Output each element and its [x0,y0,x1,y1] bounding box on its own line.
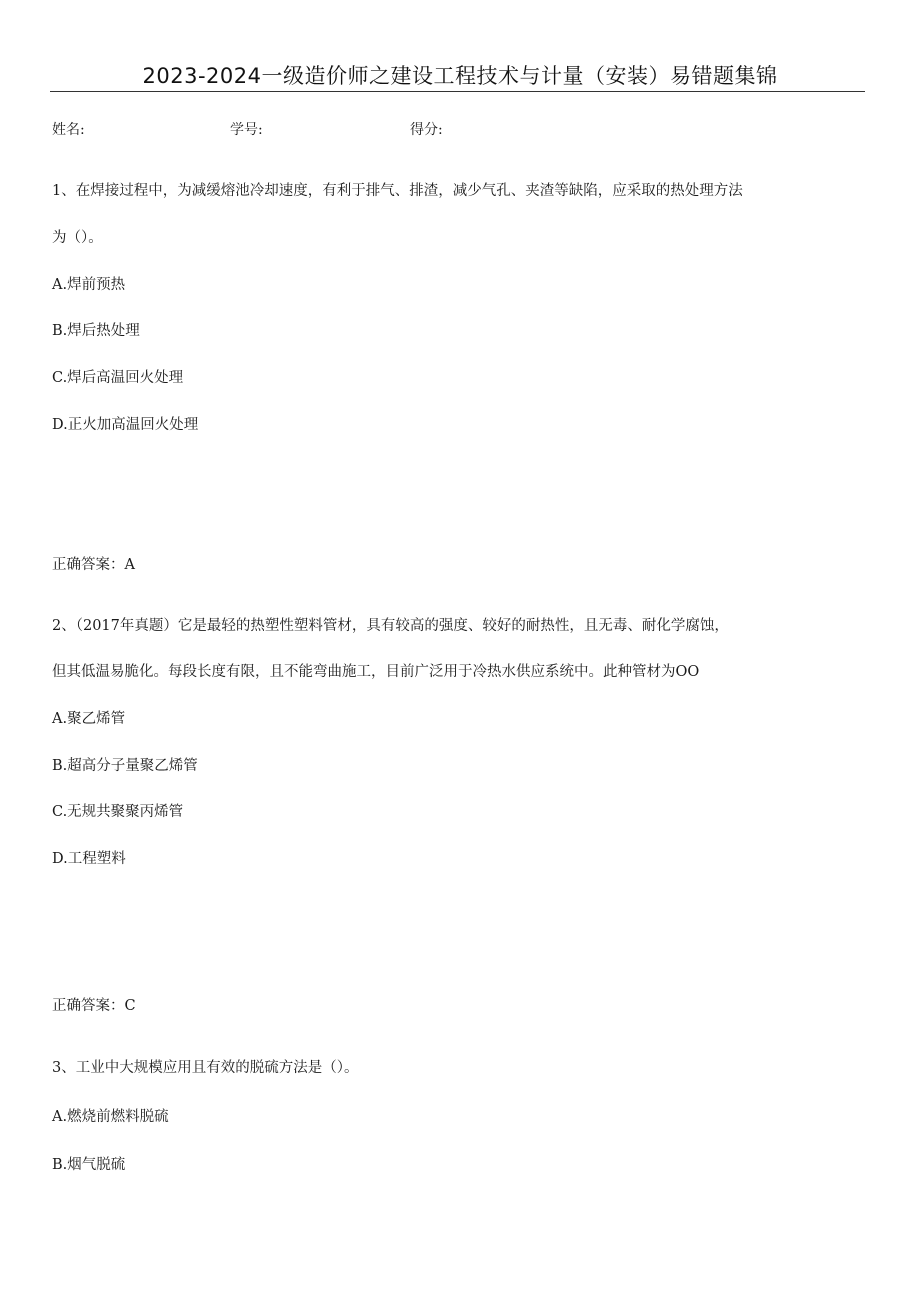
question-2-stem-line-2: 但其低温易脆化。每段长度有限，且不能弯曲施工，目前广泛用于冷热水供应系统中。此种管材为OO [52,664,700,680]
question-1-stem-line-1: 1、在焊接过程中，为减缓熔池冷却速度，有利于排气、排渣，减少气孔、夹渣等缺陷，应采取的热处理方法 [52,183,743,199]
question-1-option-c: C.焊后高温回火处理 [52,370,184,386]
question-1-option-b: B.焊后热处理 [52,323,140,339]
question-2-option-a: A.聚乙烯管 [52,711,126,727]
question-3-stem-line-1: 3、工业中大规模应用且有效的脱硫方法是（）。 [52,1060,359,1076]
question-2-option-d: D.工程塑料 [52,851,126,867]
question-2-option-c: C.无规共聚聚丙烯管 [52,804,184,820]
question-1-option-a: A.焊前预热 [52,277,126,293]
score-label: 得分: [410,122,443,138]
question-2-answer: 正确答案：C [52,998,136,1014]
question-2-stem-line-1: 2、（2017年真题）它是最轻的热塑性塑料管材，具有较高的强度、较好的耐热性，且无毒、耐化学腐蚀， [52,618,729,634]
question-1-option-d: D.正火加高温回火处理 [52,417,199,433]
question-2-option-b: B.超高分子量聚乙烯管 [52,758,198,774]
document-title: 2023-2024一级造价师之建设工程技术与计量（安装）易错题集锦 [142,64,778,88]
question-1-answer: 正确答案：A [52,557,135,573]
student-id-label: 学号: [230,122,263,138]
title-underline [50,91,865,92]
name-label: 姓名: [52,122,85,138]
question-3-option-a: A.燃烧前燃料脱硫 [52,1109,169,1125]
question-1-stem-line-2: 为（）。 [52,230,103,246]
question-3-option-b: B.烟气脱硫 [52,1157,126,1173]
